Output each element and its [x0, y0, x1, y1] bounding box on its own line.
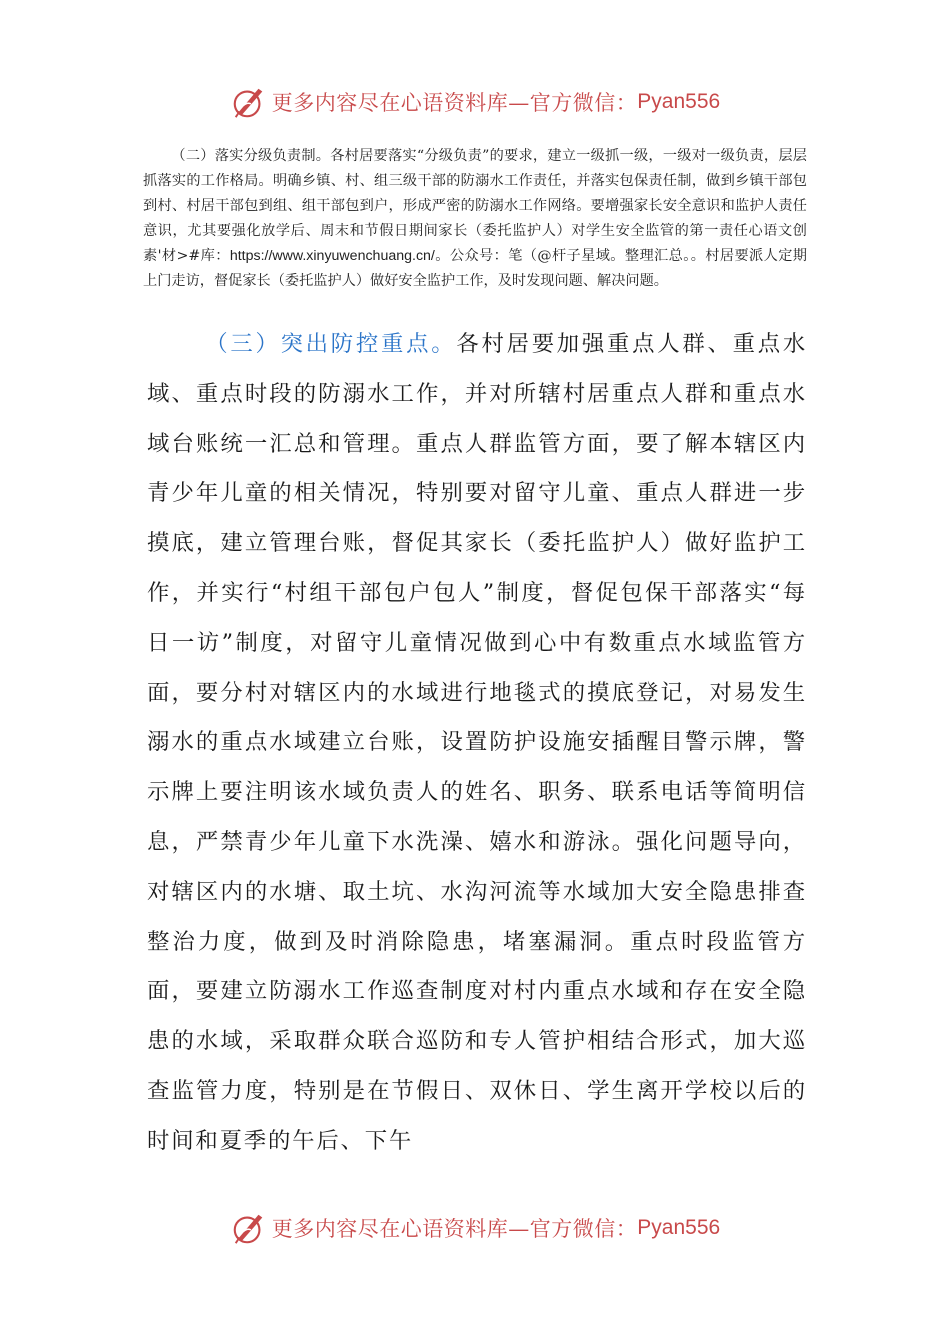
header-watermark	[0, 82, 950, 122]
footer-watermark	[0, 1208, 950, 1248]
paragraph-2-text-b: 。公众号：笔（@杆子星域。整理汇总。。村居要派人定期上门走访，督促家长（委托监护人）做好安全监护工作，及时发现问题、解决问题。	[143, 248, 807, 289]
watermark-text: 更多内容尽在心语资料库—官方微信：	[271, 1217, 638, 1241]
section-3-heading: （三）突出防控重点。	[205, 331, 457, 357]
quill-logo-icon	[230, 83, 268, 121]
paragraph-section-2	[143, 144, 807, 294]
source-url: https://www.xinyuwenchuang.cn/	[229, 248, 435, 264]
section-3-body: 各村居要加强重点人群、重点水域、重点时段的防溺水工作，并对所辖村居重点人群和重点水域台账统一汇总和管理。重点人群监管方面，要了解本辖区内青少年儿童的相关情况，特别要对留守儿童、重点人群进一步摸底，建立管理台账，督促其家长（委托监护人）做好监护工作，并实行“村组干部包户包人”制度，督促包保干部落实“每日一访”制度，对留守儿童情况做到心中有数重点水域监管方面，要分村对辖区内的水域进行地毯式的摸底登记，对易发生溺水的重点水域建立台账，设置防护设施安插醒目警示牌，警示牌上要注明该水域负责人的姓名、职务、联系电话等简明信息，严禁青少年儿童下水洗澡、嬉水和游泳。强化问题导向，对辖区内的水塘、取土坑、水沟河流等水域加大安全隐患排查整治力度，做到及时消除隐患，堵塞漏洞。重点时段监管方面，要建立防溺水工作巡查制度对村内重点水域和存在安全隐患的水域，采取群众联合巡防和专人管护相结合形式，加大巡查监管力度，特别是在节假日、双休日、学生离开学校以后的时间和夏季的午后、下午	[147, 331, 808, 1154]
watermark-wechat-id: Pyan556	[637, 1216, 721, 1239]
quill-logo-icon	[230, 1209, 268, 1247]
paragraph-2-text-a: （二）落实分级负责制。各村居要落实“分级负责”的要求，建立一级抓一级，一级对一级负责，层层抓落实的工作格局。明确乡镇、村、组三级干部的防溺水工作责任，并落实包保责任制，做到乡镇干部包到村、村居干部包到组、组干部包到户，形成严密的防溺水工作网络。要增强家长安全意识和监护人责任意识，尤其要强化放学后、周末和节假日期间家长（委托监护人）对学生安全监管的第一责任心语文创素'材>#库：	[143, 148, 807, 264]
watermark-text: 更多内容尽在心语资料库—官方微信：	[271, 91, 638, 115]
paragraph-section-3	[147, 320, 807, 1167]
watermark-wechat-id: Pyan556	[637, 90, 721, 113]
